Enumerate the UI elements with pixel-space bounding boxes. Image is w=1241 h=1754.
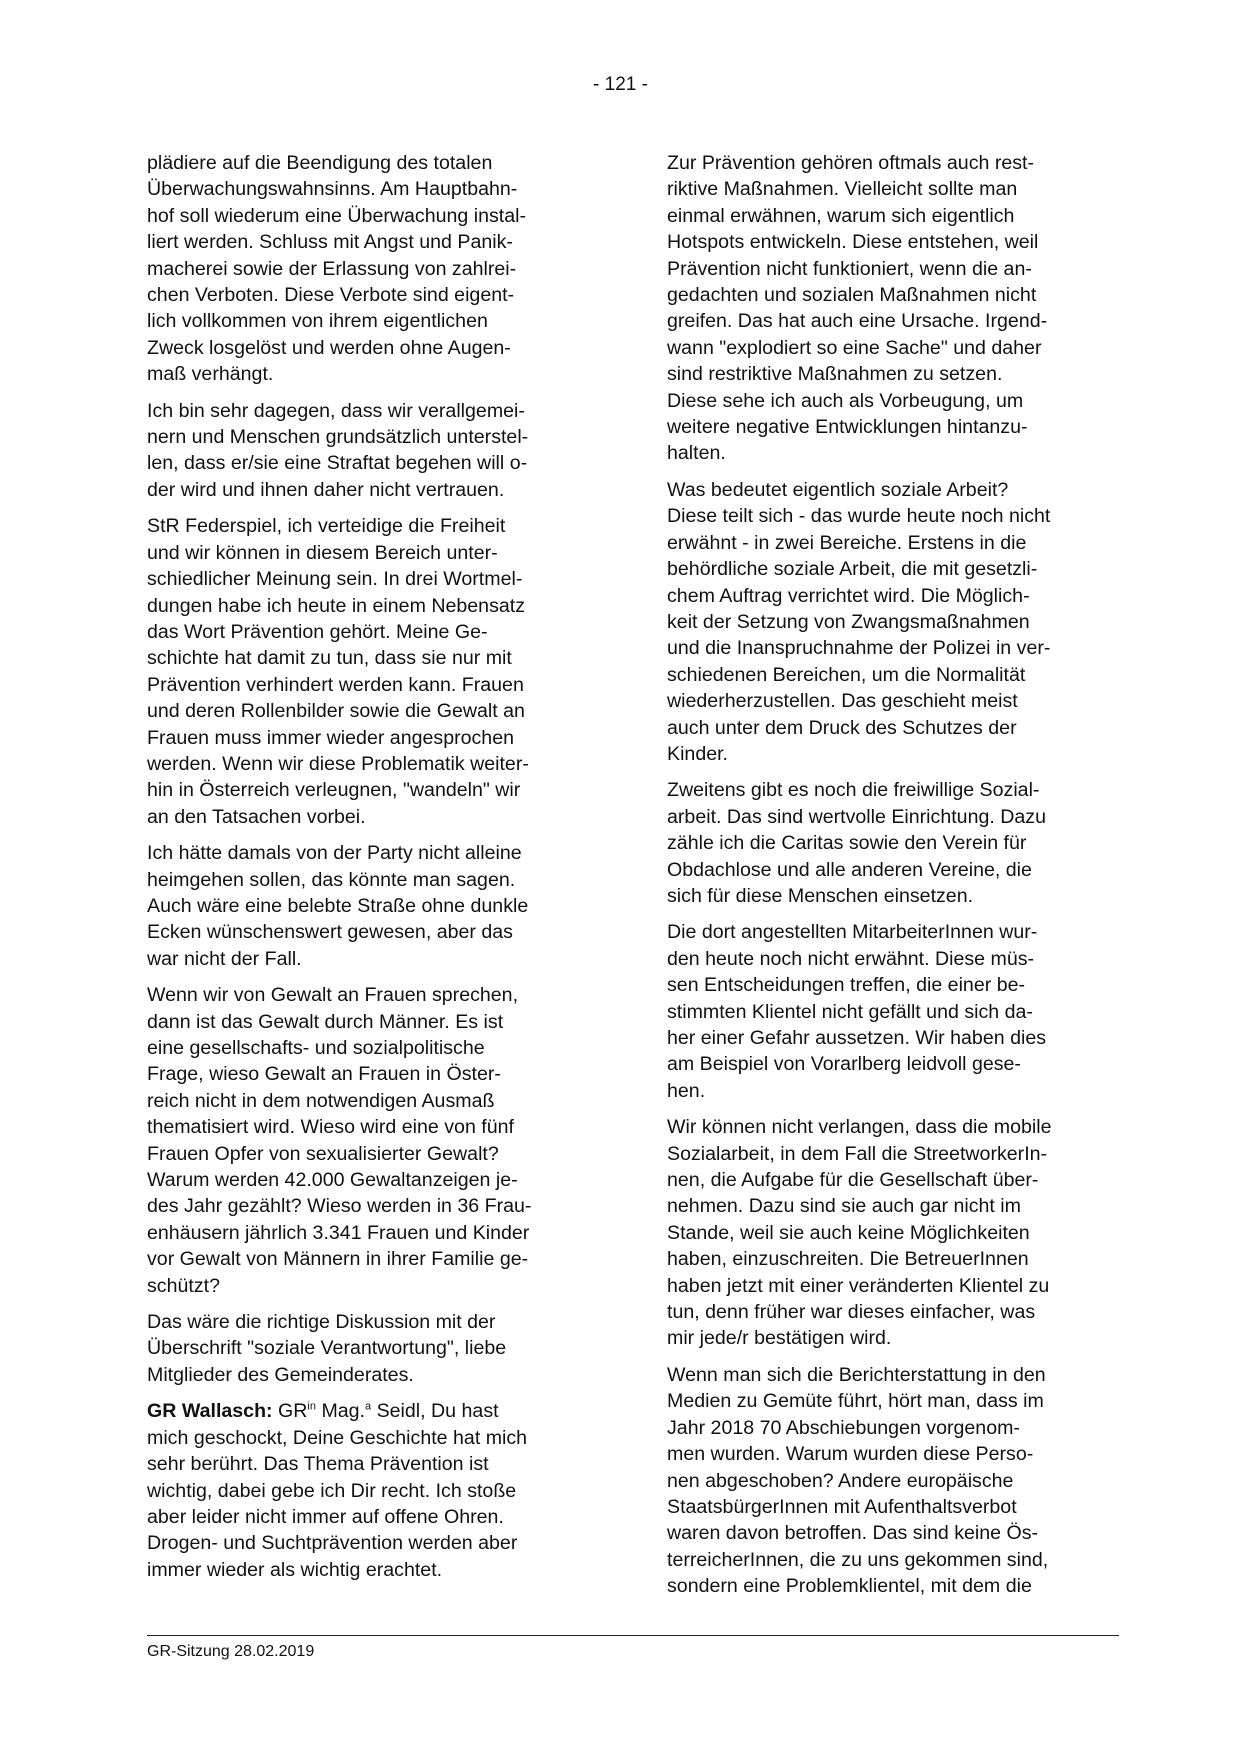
text-line: Zweitens gibt es noch die freiwillige Sozial- [667, 779, 1040, 802]
text-line: auch unter dem Druck des Schutzes der [667, 716, 1017, 739]
speech-title-mag: Mag. [321, 1400, 365, 1423]
body-paragraph [147, 513, 591, 830]
text-line: wann "explodiert so eine Sache" und daher [667, 336, 1042, 359]
text-line: an den Tatsachen vorbei. [147, 805, 366, 828]
text-line: behördliche soziale Arbeit, die mit gesetzli- [667, 558, 1038, 581]
text-line: Überwachungswahnsinns. Am Hauptbahn- [147, 178, 518, 201]
text-line: Überschrift "soziale Verantwortung", liebe [147, 1337, 507, 1360]
text-line: und deren Rollenbilder sowie die Gewalt an [147, 700, 525, 723]
text-line: sich für diese Menschen einsetzen. [667, 884, 974, 907]
text-line: Was bedeutet eigentlich soziale Arbeit? [667, 478, 1009, 501]
text-line: einmal erwähnen, warum sich eigentlich [667, 204, 1015, 227]
text-line: mir jede/r bestätigen wird. [667, 1327, 892, 1350]
text-line: Auch wäre eine belebte Straße ohne dunkle [147, 894, 529, 917]
text-line: Jahr 2018 70 Abschiebungen vorgenom- [667, 1416, 1020, 1439]
text-line: Hotspots entwickeln. Diese entstehen, weil [667, 231, 1039, 254]
text-line: men wurden. Warum wurden diese Perso- [667, 1443, 1034, 1466]
text-line: Warum werden 42.000 Gewaltanzeigen je- [147, 1169, 518, 1192]
body-paragraph [147, 982, 591, 1299]
left-paragraphs [147, 150, 591, 1388]
speech-line: mich geschockt, Deine Geschichte hat mich [147, 1426, 528, 1449]
text-line: Wenn man sich die Berichterstattung in den [667, 1363, 1046, 1386]
text-line: gedachten und sozialen Maßnahmen nicht [667, 284, 1037, 307]
text-line: keit der Setzung von Zwangsmaßnahmen [667, 610, 1030, 633]
speech-title-sup-a: a [365, 1400, 372, 1413]
text-line: Zweck losgelöst und werden ohne Augen- [147, 336, 511, 359]
text-line: nen, die Aufgabe für die Gesellschaft über- [667, 1169, 1039, 1192]
text-line: Wenn wir von Gewalt an Frauen sprechen, [147, 984, 519, 1007]
text-line: nern und Menschen grundsätzlich unterstel- [147, 426, 529, 449]
text-line: StR Federspiel, ich verteidige die Freiheit [147, 515, 506, 538]
text-line: haben, einzuschreiten. Die BetreuerInnen [667, 1248, 1029, 1271]
text-line: Das wäre die richtige Diskussion mit der [147, 1311, 496, 1334]
text-line: heimgehen sollen, das könnte man sagen. [147, 868, 516, 891]
text-line: lich vollkommen von ihrem eigentlichen [147, 310, 488, 333]
text-line: hof soll wiederum eine Überwachung instal- [147, 204, 527, 227]
text-line: schützt? [147, 1274, 220, 1297]
text-line: tun, denn früher war dieses einfacher, was [667, 1301, 1036, 1324]
text-line: terreicherInnen, die zu uns gekommen sind, [667, 1548, 1049, 1571]
text-line: wiederherzustellen. Das geschieht meist [667, 690, 1018, 713]
text-line: arbeit. Das sind wertvolle Einrichtung. Dazu [667, 805, 1046, 828]
text-line: enhäusern jährlich 3.341 Frauen und Kinder [147, 1221, 530, 1244]
text-line: len, dass er/sie eine Straftat begehen will o- [147, 452, 528, 475]
text-line: greifen. Das hat auch eine Ursache. Irgend- [667, 310, 1048, 333]
right-column [667, 150, 1111, 1610]
text-line: maß verhängt. [147, 363, 274, 386]
text-line: macherei sowie der Erlassung von zahlrei- [147, 257, 517, 280]
text-line: Frauen muss immer wieder angesprochen [147, 726, 515, 749]
text-line: und die Inanspruchnahme der Polizei in ver- [667, 637, 1051, 660]
text-line: waren davon betroffen. Das sind keine Ös- [667, 1522, 1039, 1545]
body-paragraph [147, 398, 591, 504]
text-line: Mitglieder des Gemeinderates. [147, 1363, 414, 1386]
text-line: schiedenen Bereichen, um die Normalität [667, 663, 1026, 686]
speech-first-line [147, 1398, 591, 1424]
text-line: her einer Gefahr aussetzen. Wir haben dies [667, 1027, 1047, 1049]
text-line: Medien zu Gemüte führt, hört man, dass im [667, 1390, 1044, 1413]
body-paragraph [667, 477, 1111, 767]
text-line: vor Gewalt von Männern in ihrer Familie ge- [147, 1248, 529, 1271]
text-line: chen Verboten. Diese Verbote sind eigent- [147, 284, 515, 307]
text-line: Obdachlose und alle anderen Vereine, die [667, 858, 1032, 881]
body-paragraph [667, 1362, 1111, 1600]
text-line: Frauen Opfer von sexualisierter Gewalt? [147, 1142, 499, 1165]
text-line: thematisiert wird. Wieso wird eine von fünf [147, 1116, 514, 1139]
left-column [147, 150, 591, 1593]
speech-title-sup-in: in [307, 1400, 316, 1413]
text-line: war nicht der Fall. [147, 947, 302, 970]
text-line: sen Entscheidungen treffen, die einer be- [667, 974, 1026, 997]
text-line: des Jahr gezählt? Wieso werden in 36 Frau- [147, 1195, 532, 1218]
text-line: sind restriktive Maßnahmen zu setzen. [667, 363, 1003, 386]
text-line: Diese teilt sich - das wurde heute noch nicht [667, 505, 1051, 528]
speech-line: immer wieder als wichtig erachtet. [147, 1558, 443, 1581]
text-line: werden. Wenn wir diese Problematik weiter- [147, 752, 529, 775]
footer-session-date: GR-Sitzung 28.02.2019 [147, 1643, 315, 1660]
text-line: nen abgeschoben? Andere europäische [667, 1469, 1014, 1492]
text-line: halten. [667, 442, 726, 465]
speech-line: sehr berührt. Das Thema Prävention ist [147, 1453, 489, 1476]
text-line: liert werden. Schluss mit Angst und Panik- [147, 231, 513, 254]
body-paragraph [667, 150, 1111, 467]
text-line: reich nicht in dem notwendigen Ausmaß [147, 1089, 495, 1112]
text-line: das Wort Prävention gehört. Meine Ge- [147, 620, 488, 643]
text-line: stimmten Klientel nicht gefällt und sich da- [667, 1000, 1033, 1023]
text-line: hin in Österreich verleugnen, "wandeln" wir [147, 779, 521, 802]
text-line: schichte hat damit zu tun, dass sie nur mit [147, 647, 512, 670]
speech-line: aber leider nicht immer auf offene Ohren. [147, 1505, 504, 1528]
text-line: hen. [667, 1079, 706, 1102]
text-line: Ecken wünschenswert gewesen, aber das [147, 921, 513, 944]
speech-title-gr: GR [278, 1400, 308, 1423]
footer-divider [147, 1635, 1119, 1636]
body-paragraph [147, 1309, 591, 1388]
page-number: - 121 - [593, 74, 648, 95]
text-line: plädiere auf die Beendigung des totalen [147, 152, 493, 174]
text-line: StaatsbürgerInnen mit Aufenthaltsverbot [667, 1495, 1017, 1518]
speech-first-line-rest: Seidl, Du hast [376, 1400, 499, 1423]
text-line: eine gesellschafts- und sozialpolitische [147, 1037, 485, 1059]
text-line: Diese sehe ich auch als Vorbeugung, um [667, 389, 1024, 412]
text-line: schiedlicher Meinung sein. In drei Wortmel- [147, 568, 523, 591]
text-line: und wir können in diesem Bereich unter- [147, 541, 498, 564]
text-line: der wird und ihnen daher nicht vertrauen. [147, 478, 505, 501]
text-line: Ich bin sehr dagegen, dass wir verallgemei- [147, 399, 525, 422]
text-line: Ich hätte damals von der Party nicht alleine [147, 842, 522, 865]
body-paragraph [667, 919, 1111, 1104]
text-line: zähle ich die Caritas sowie den Verein für [667, 832, 1027, 855]
speech-line: Drogen- und Suchtprävention werden aber [147, 1532, 518, 1555]
text-line: Frage, wieso Gewalt an Frauen in Öster- [147, 1063, 501, 1086]
speech-paragraph [147, 1398, 591, 1583]
text-line: Stande, weil sie auch keine Möglichkeiten [667, 1221, 1030, 1244]
text-line: riktive Maßnahmen. Vielleicht sollte man [667, 178, 1018, 201]
text-line: den heute noch nicht erwähnt. Diese müs- [667, 947, 1035, 970]
text-line: Sozialarbeit, in dem Fall die StreetworkerIn- [667, 1142, 1048, 1165]
speech-line: wichtig, dabei gebe ich Dir recht. Ich stoße [147, 1479, 517, 1502]
text-line: am Beispiel von Vorarlberg leidvoll gese- [667, 1053, 1021, 1076]
text-line: dann ist das Gewalt durch Männer. Es ist [147, 1010, 504, 1033]
text-line: sondern eine Problemklientel, mit dem die [667, 1575, 1032, 1598]
body-paragraph [667, 777, 1111, 909]
text-line: weitere negative Entwicklungen hintanzu- [667, 416, 1028, 439]
right-paragraphs [667, 150, 1111, 1600]
text-line: Die dort angestellten MitarbeiterInnen wur- [667, 921, 1038, 944]
speaker-label: GR Wallasch: [147, 1400, 273, 1423]
body-paragraph [667, 1114, 1111, 1352]
text-line: chem Auftrag verrichtet wird. Die Möglich- [667, 584, 1030, 607]
body-paragraph [147, 150, 591, 388]
body-paragraph [147, 840, 591, 972]
text-line: Kinder. [667, 742, 729, 765]
text-line: nehmen. Dazu sind sie auch gar nicht im [667, 1195, 1021, 1218]
text-line: Prävention verhindert werden kann. Frauen [147, 673, 524, 696]
text-line: Prävention nicht funktioniert, wenn die an- [667, 257, 1032, 280]
text-line: dungen habe ich heute in einem Nebensatz [147, 594, 526, 617]
text-line: Wir können nicht verlangen, dass die mobile [667, 1116, 1052, 1139]
text-line: Zur Prävention gehören oftmals auch rest- [667, 152, 1035, 174]
text-line: haben jetzt mit einer veränderten Klientel zu [667, 1274, 1050, 1297]
text-line: erwähnt - in zwei Bereiche. Erstens in die [667, 531, 1027, 554]
